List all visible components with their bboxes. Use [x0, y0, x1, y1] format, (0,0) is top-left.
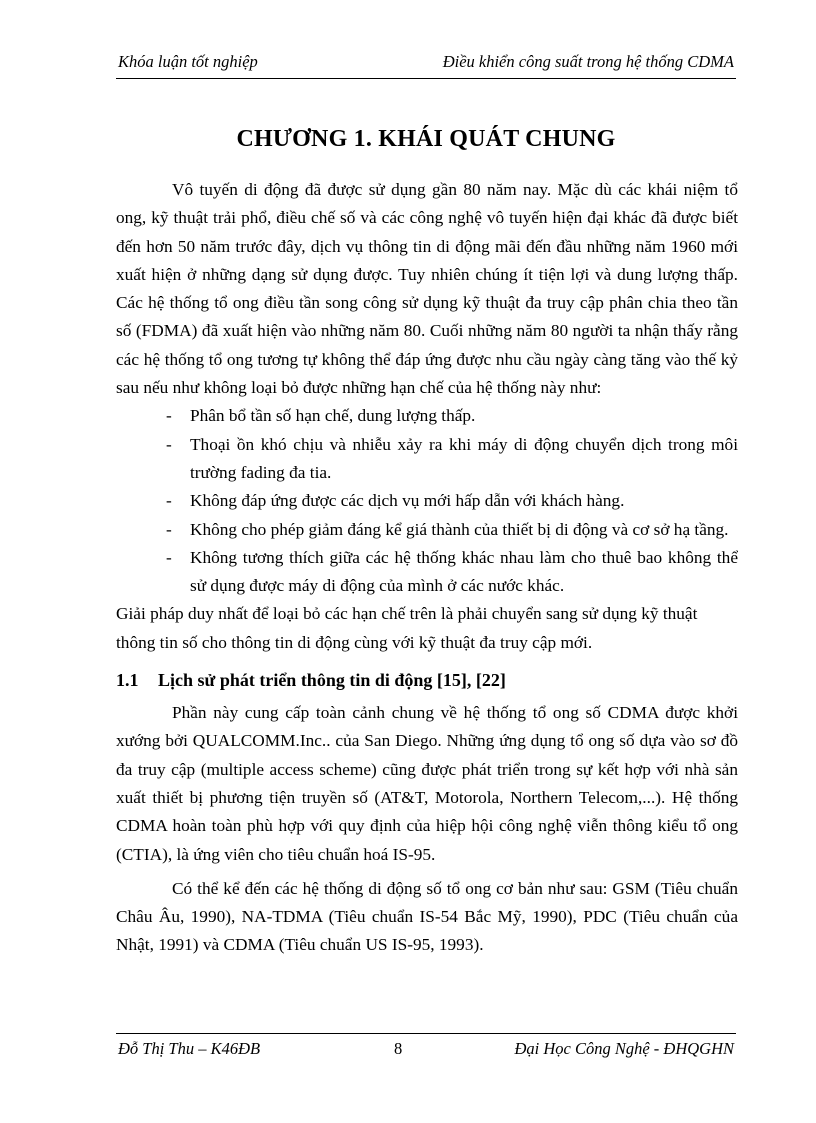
list-item-text: Phân bổ tần số hạn chế, dung lượng thấp.: [190, 406, 476, 426]
footer-divider: [116, 1033, 736, 1034]
solution-paragraph: Giải pháp duy nhất để loại bỏ các hạn chế trên là phải chuyển sang sử dụng kỹ thuật thông tin số cho thông tin di động cùng với kỹ thuật đa truy cập mới.: [116, 604, 698, 652]
section-title: Lịch sử phát triển thông tin di động [15], [22]: [158, 670, 506, 691]
bullet-marker: -: [166, 491, 172, 511]
intro-paragraph: Vô tuyến di động đã được sử dụng gần 80 năm nay. Mặc dù các khái niệm tổ ong, kỹ thuật trải phổ, điều chế số và các công nghệ vô tuyến hiện đại khác đã được biết đến hơn 50 năm trước đây, dịch vụ thông tin di động mãi đến đầu những năm 1960 mới xuất hiện ở những dạng sử dụng được. Tuy nhiên chúng ít tiện lợi và dung lượng thấp. Các hệ thống tổ ong điều tần song công sử dụng kỹ thuật đa truy cập phân chia theo tần số (FDMA) đã xuất hiện vào những năm 80. Cuối những năm 80 người ta nhận thấy rằng các hệ thống tổ ong tương tự không thể đáp ứng được nhu cầu ngày càng tăng vào thế kỷ sau nếu như không loại bỏ được những hạn chế của hệ thống này như:: [116, 180, 738, 398]
footer-author: Đỗ Thị Thu – K46ĐB: [118, 1039, 261, 1058]
section-heading: [116, 665, 738, 695]
page-header: [116, 52, 736, 76]
section-paragraph-1: Phần này cung cấp toàn cảnh chung về hệ thống tổ ong số CDMA được khởi xướng bởi QUALCOMM.Inc.. của San Diego. Những ứng dụng tổ ong số dựa vào sơ đồ đa truy cập (multiple access scheme) cũng được phát triển trong sự kết hợp với nhà sản xuất thiết bị phương tiện truyền số (AT&T, Motorola, Northern Telecom,...). Hệ thống CDMA hoàn toàn phù hợp với quy định của hiệp hội công nghệ viễn thông kiểu tổ ong (CTIA), là ứng viên cho tiêu chuẩn hoá IS-95.: [116, 703, 738, 864]
list-item-text: Thoại ồn khó chịu và nhiễu xảy ra khi máy di động chuyển dịch trong môi trường fading đa tia.: [190, 434, 738, 482]
list-item-text: Không đáp ứng được các dịch vụ mới hấp dẫn với khách hàng.: [190, 491, 625, 511]
page-body: [116, 176, 738, 960]
bullet-marker: -: [166, 434, 172, 454]
bullet-marker: -: [166, 519, 172, 539]
list-item: [116, 402, 738, 430]
limitations-list: [116, 402, 738, 600]
section-paragraph-2: Có thể kể đến các hệ thống di động số tổ ong cơ bản như sau: GSM (Tiêu chuẩn Châu Âu, 1990), NA-TDMA (Tiêu chuẩn IS-54 Bắc Mỹ, 1990), PDC (Tiêu chuẩn của Nhật, 1991) và CDMA (Tiêu chuẩn US IS-95, 1993).: [116, 878, 738, 955]
list-item: [116, 431, 738, 488]
page-number: 8: [394, 1039, 403, 1058]
header-topic-title: Điều khiển công suất trong hệ thống CDMA: [442, 52, 734, 71]
list-item-text: Không tương thích giữa các hệ thống khác nhau làm cho thuê bao không thể sử dụng được máy di động của mình ở các nước khác.: [190, 547, 738, 596]
list-item: [116, 544, 738, 601]
footer-university: Đại Học Công Nghệ - ĐHQGHN: [514, 1039, 734, 1058]
list-item-text: Không cho phép giảm đáng kể giá thành của thiết bị di động và cơ sở hạ tầng.: [190, 519, 729, 539]
chapter-title: CHƯƠNG 1. KHÁI QUÁT CHUNG: [236, 126, 616, 152]
bullet-marker: -: [166, 406, 172, 426]
list-item: [116, 516, 738, 544]
list-item: [116, 487, 738, 515]
header-thesis-label: Khóa luận tốt nghiệp: [118, 52, 258, 71]
header-divider: [116, 78, 736, 79]
page-footer: [116, 1039, 736, 1063]
bullet-marker: -: [166, 547, 172, 567]
section-number: 1.1: [116, 670, 139, 691]
